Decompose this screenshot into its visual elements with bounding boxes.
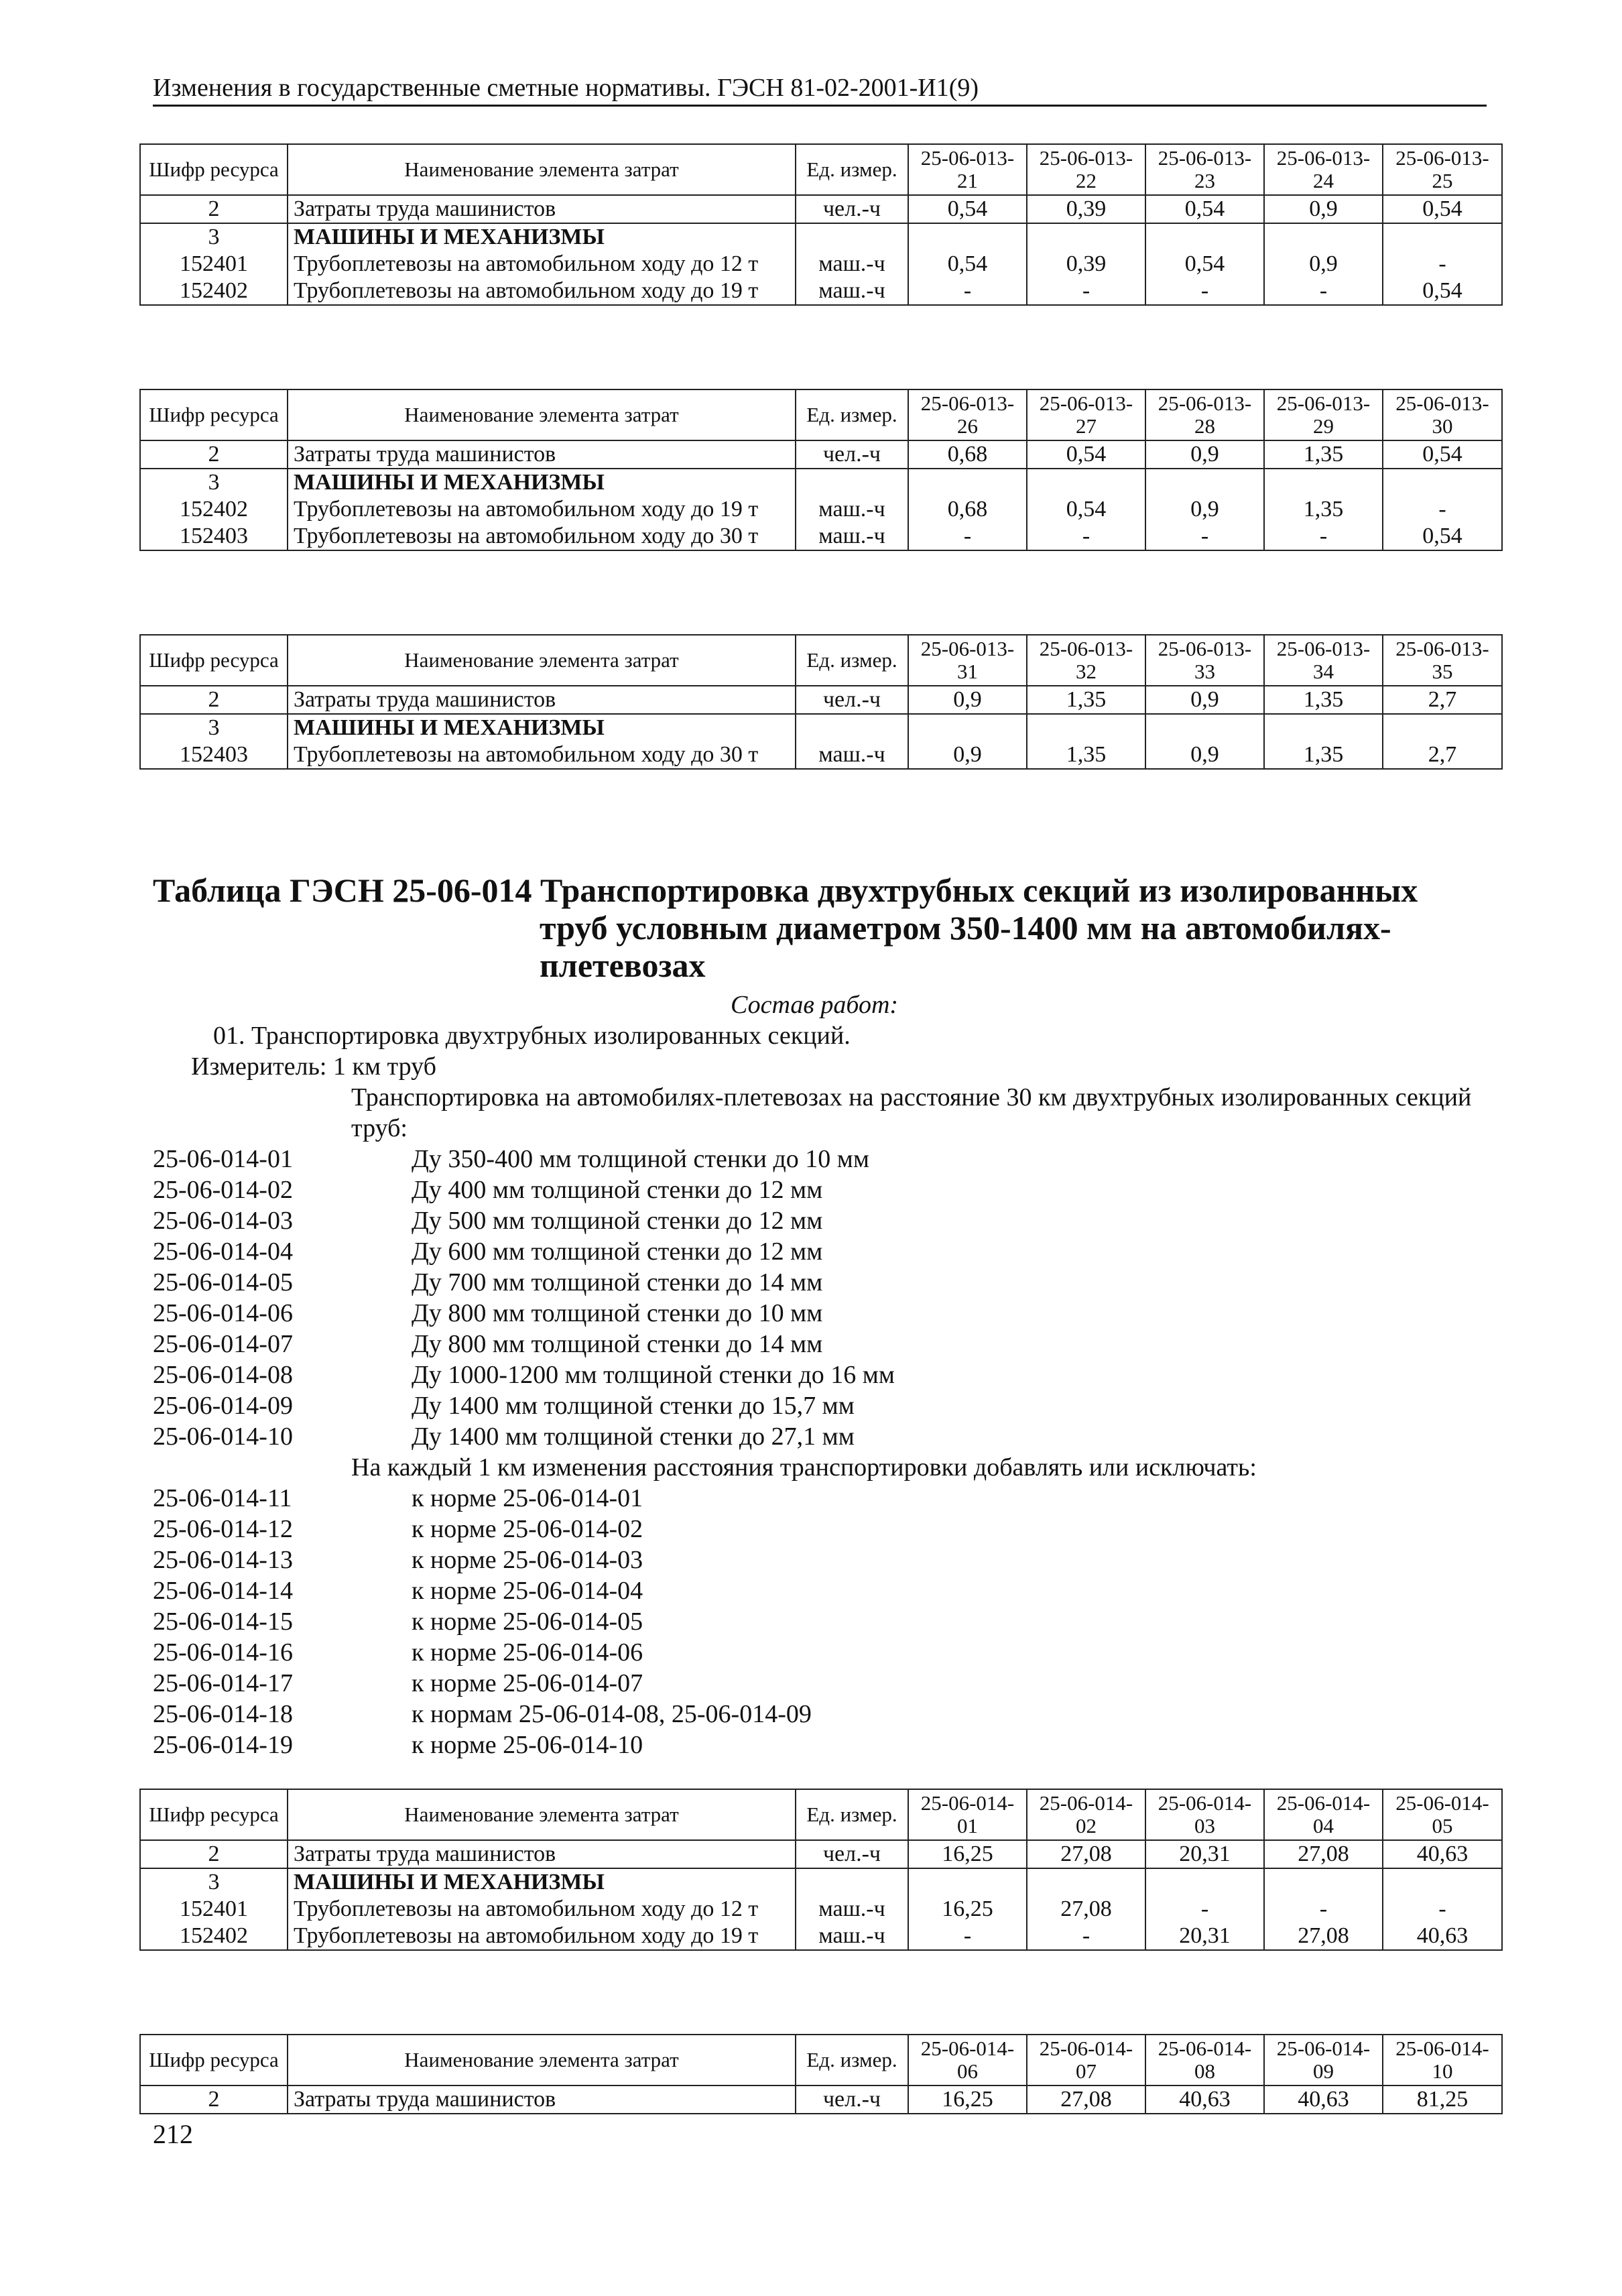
section-row	[140, 469, 1502, 496]
norm-description: Ду 400 мм толщиной стенки до 12 мм	[412, 1176, 823, 1204]
resource-value: 0,9	[908, 741, 1027, 769]
section-name: МАШИНЫ И МЕХАНИЗМЫ	[288, 1868, 796, 1896]
resource-value: 27,08	[1027, 2086, 1145, 2114]
norm-code: 25-06-014-15	[153, 1608, 293, 1636]
norm-code: 25-06-014-16	[153, 1638, 293, 1667]
section-row	[140, 714, 1502, 741]
table-title-line: плетевозах	[540, 947, 706, 984]
resource-value: 0,9	[1145, 686, 1264, 714]
column-header-norm: 25-06-014-02	[1027, 1789, 1145, 1840]
resource-unit: маш.-ч	[796, 741, 908, 769]
column-header-norm: 25-06-013-31	[908, 635, 1027, 686]
norm-description: к нормам 25-06-014-08, 25-06-014-09	[412, 1700, 812, 1728]
norm-description: к норме 25-06-014-03	[412, 1546, 643, 1574]
resource-value: 27,08	[1264, 1923, 1383, 1950]
column-header-norm: 25-06-014-07	[1027, 2035, 1145, 2086]
section-row	[140, 1868, 1502, 1896]
resource-table	[139, 1789, 1503, 1951]
resource-value: -	[1383, 496, 1502, 523]
resource-unit: чел.-ч	[796, 2086, 908, 2114]
column-header-name: Наименование элемента затрат	[288, 635, 796, 686]
column-header-norm: 25-06-014-05	[1383, 1789, 1502, 1840]
norm-code: 25-06-014-02	[153, 1176, 293, 1204]
resource-value: -	[1264, 523, 1383, 550]
resource-value: 2,7	[1383, 686, 1502, 714]
norm-description: к норме 25-06-014-06	[412, 1638, 643, 1667]
resource-value: -	[908, 523, 1027, 550]
resource-unit: маш.-ч	[796, 251, 908, 278]
norm-description: к норме 25-06-014-05	[412, 1608, 643, 1636]
resource-unit: чел.-ч	[796, 686, 908, 714]
column-header-norm: 25-06-014-09	[1264, 2035, 1383, 2086]
section-value	[908, 469, 1027, 496]
resource-value: 0,9	[1145, 741, 1264, 769]
resource-code: 152401	[140, 251, 288, 278]
section-code: 3	[140, 469, 288, 496]
section-name: МАШИНЫ И МЕХАНИЗМЫ	[288, 714, 796, 741]
resource-name: Трубоплетевозы на автомобильном ходу до 12 т	[288, 1896, 796, 1923]
norm-code: 25-06-014-08	[153, 1361, 293, 1389]
norm-description: к норме 25-06-014-04	[412, 1577, 643, 1605]
section-value	[1027, 469, 1145, 496]
column-header-norm: 25-06-014-03	[1145, 1789, 1264, 1840]
resource-value: 0,54	[1027, 440, 1145, 469]
resource-name: Трубоплетевозы на автомобильном ходу до 30 т	[288, 741, 796, 769]
table-title	[153, 871, 1493, 984]
resource-value: 1,35	[1264, 496, 1383, 523]
section-unit	[796, 1868, 908, 1896]
resource-code: 2	[140, 195, 288, 223]
section-value	[1145, 469, 1264, 496]
column-header-norm: 25-06-014-01	[908, 1789, 1027, 1840]
resource-code: 2	[140, 1840, 288, 1868]
norm-description: к норме 25-06-014-02	[412, 1515, 643, 1543]
resource-value: 27,08	[1264, 1840, 1383, 1868]
resource-unit: чел.-ч	[796, 195, 908, 223]
column-header-unit: Ед. измер.	[796, 144, 908, 195]
machine-row	[140, 1896, 1502, 1923]
resource-name: Затраты труда машинистов	[288, 195, 796, 223]
resource-table	[139, 2034, 1503, 2114]
norm-code: 25-06-014-09	[153, 1392, 293, 1420]
resource-value: 0,68	[908, 496, 1027, 523]
resource-value: -	[1383, 1896, 1502, 1923]
resource-value: -	[1027, 278, 1145, 305]
norm-code: 25-06-014-14	[153, 1577, 293, 1605]
resource-value: -	[1027, 1923, 1145, 1950]
resource-value: 1,35	[1264, 686, 1383, 714]
column-header-norm: 25-06-013-27	[1027, 389, 1145, 440]
norm-code: 25-06-014-03	[153, 1207, 293, 1235]
section-value	[1145, 1868, 1264, 1896]
labor-row	[140, 440, 1502, 469]
section-value	[1264, 223, 1383, 251]
column-header-norm: 25-06-013-22	[1027, 144, 1145, 195]
norm-description: Ду 1400 мм толщиной стенки до 27,1 мм	[412, 1423, 855, 1451]
column-header-code: Шифр ресурса	[140, 144, 288, 195]
section-value	[1027, 714, 1145, 741]
labor-row	[140, 1840, 1502, 1868]
resource-unit: маш.-ч	[796, 278, 908, 305]
column-header-code: Шифр ресурса	[140, 2035, 288, 2086]
resource-unit: маш.-ч	[796, 496, 908, 523]
resource-code: 2	[140, 440, 288, 469]
resource-value: 0,9	[1264, 251, 1383, 278]
table-title-line: труб условным диаметром 350-1400 мм на автомобилях-	[540, 909, 1391, 947]
resource-value: 0,54	[1145, 195, 1264, 223]
resource-value: 27,08	[1027, 1896, 1145, 1923]
column-header-name: Наименование элемента затрат	[288, 389, 796, 440]
resource-value: 0,9	[1145, 440, 1264, 469]
resource-name: Затраты труда машинистов	[288, 2086, 796, 2114]
column-header-norm: 25-06-013-32	[1027, 635, 1145, 686]
resource-code: 2	[140, 686, 288, 714]
column-header-norm: 25-06-013-24	[1264, 144, 1383, 195]
section-value	[1383, 469, 1502, 496]
norm-description: Ду 600 мм толщиной стенки до 12 мм	[412, 1237, 823, 1266]
column-header-unit: Ед. измер.	[796, 2035, 908, 2086]
resource-code: 2	[140, 2086, 288, 2114]
column-header-norm: 25-06-014-04	[1264, 1789, 1383, 1840]
column-header-code: Шифр ресурса	[140, 389, 288, 440]
column-header-name: Наименование элемента затрат	[288, 2035, 796, 2086]
section-code: 3	[140, 714, 288, 741]
column-header-norm: 25-06-013-30	[1383, 389, 1502, 440]
resource-value: -	[908, 278, 1027, 305]
section-value	[1264, 714, 1383, 741]
table-header-row	[140, 389, 1502, 440]
work-composition-item: 01. Транспортировка двухтрубных изолированных секций.	[213, 1022, 851, 1050]
norm-description: Ду 350-400 мм толщиной стенки до 10 мм	[412, 1145, 869, 1173]
resource-name: Трубоплетевозы на автомобильном ходу до 12 т	[288, 251, 796, 278]
section-name: МАШИНЫ И МЕХАНИЗМЫ	[288, 469, 796, 496]
resource-name: Трубоплетевозы на автомобильном ходу до 30 т	[288, 523, 796, 550]
resource-value: 0,54	[1383, 523, 1502, 550]
norm-code: 25-06-014-04	[153, 1237, 293, 1266]
norm-description: Ду 500 мм толщиной стенки до 12 мм	[412, 1207, 823, 1235]
resource-name: Затраты труда машинистов	[288, 440, 796, 469]
norm-description: Ду 700 мм толщиной стенки до 14 мм	[412, 1268, 823, 1296]
norm-code: 25-06-014-11	[153, 1484, 292, 1512]
machine-row	[140, 251, 1502, 278]
column-header-norm: 25-06-014-06	[908, 2035, 1027, 2086]
resource-value: -	[1027, 523, 1145, 550]
section-code: 3	[140, 223, 288, 251]
adjust-intro: На каждый 1 км изменения расстояния транспортировки добавлять или исключать:	[351, 1453, 1257, 1482]
column-header-norm: 25-06-013-29	[1264, 389, 1383, 440]
norm-description: к норме 25-06-014-07	[412, 1669, 643, 1697]
column-header-norm: 25-06-013-21	[908, 144, 1027, 195]
norm-description: к норме 25-06-014-10	[412, 1731, 643, 1759]
section-value	[1027, 1868, 1145, 1896]
meter: Измеритель: 1 км труб	[191, 1052, 436, 1081]
work-composition-heading: Состав работ:	[731, 991, 899, 1019]
machine-row	[140, 278, 1502, 305]
norm-code: 25-06-014-10	[153, 1423, 293, 1451]
resource-code: 152402	[140, 496, 288, 523]
resource-value: 0,54	[1027, 496, 1145, 523]
section-value	[908, 223, 1027, 251]
machine-row	[140, 496, 1502, 523]
column-header-unit: Ед. измер.	[796, 635, 908, 686]
resource-unit: чел.-ч	[796, 440, 908, 469]
norm-code: 25-06-014-06	[153, 1299, 293, 1327]
resource-unit: чел.-ч	[796, 1840, 908, 1868]
column-header-code: Шифр ресурса	[140, 635, 288, 686]
resource-value: 0,54	[1383, 195, 1502, 223]
resource-value: 0,9	[1264, 195, 1383, 223]
norm-code: 25-06-014-05	[153, 1268, 293, 1296]
resource-value: 20,31	[1145, 1923, 1264, 1950]
column-header-norm: 25-06-013-25	[1383, 144, 1502, 195]
section-value	[1145, 223, 1264, 251]
section-value	[1145, 714, 1264, 741]
resource-name: Трубоплетевозы на автомобильном ходу до 19 т	[288, 496, 796, 523]
table-title-line: Таблица ГЭСН 25-06-014 Транспортировка двухтрубных секций из изолированных	[153, 871, 1418, 909]
resource-code: 152402	[140, 278, 288, 305]
column-header-norm: 25-06-013-33	[1145, 635, 1264, 686]
norm-code: 25-06-014-18	[153, 1700, 293, 1728]
resource-code: 152403	[140, 741, 288, 769]
resource-value: -	[1383, 251, 1502, 278]
section-unit	[796, 714, 908, 741]
resource-value: 40,63	[1145, 2086, 1264, 2114]
resource-unit: маш.-ч	[796, 1896, 908, 1923]
column-header-name: Наименование элемента затрат	[288, 1789, 796, 1840]
section-value	[908, 1868, 1027, 1896]
norm-description: к норме 25-06-014-01	[412, 1484, 643, 1512]
machine-row	[140, 523, 1502, 550]
resource-table	[139, 389, 1503, 551]
column-header-norm: 25-06-014-08	[1145, 2035, 1264, 2086]
resource-value: 16,25	[908, 1840, 1027, 1868]
resource-unit: маш.-ч	[796, 523, 908, 550]
page-number: 212	[153, 2119, 193, 2149]
resource-value: -	[908, 1923, 1027, 1950]
resource-value: 16,25	[908, 1896, 1027, 1923]
column-header-code: Шифр ресурса	[140, 1789, 288, 1840]
section-value	[908, 714, 1027, 741]
resource-name: Затраты труда машинистов	[288, 686, 796, 714]
section-row	[140, 223, 1502, 251]
column-header-norm: 25-06-013-26	[908, 389, 1027, 440]
resource-value: -	[1264, 278, 1383, 305]
norm-description: Ду 800 мм толщиной стенки до 14 мм	[412, 1330, 823, 1358]
norm-code: 25-06-014-12	[153, 1515, 293, 1543]
column-header-norm: 25-06-014-10	[1383, 2035, 1502, 2086]
resource-value: 0,54	[1145, 251, 1264, 278]
column-header-name: Наименование элемента затрат	[288, 144, 796, 195]
resource-code: 152401	[140, 1896, 288, 1923]
norm-description: Ду 1400 мм толщиной стенки до 15,7 мм	[412, 1392, 855, 1420]
resource-value: 1,35	[1027, 741, 1145, 769]
table-header-row	[140, 2035, 1502, 2086]
section-value	[1383, 714, 1502, 741]
resource-unit: маш.-ч	[796, 1923, 908, 1950]
resource-table	[139, 143, 1503, 306]
section-unit	[796, 469, 908, 496]
column-header-norm: 25-06-013-23	[1145, 144, 1264, 195]
resource-name: Трубоплетевозы на автомобильном ходу до 19 т	[288, 1923, 796, 1950]
norm-description: Ду 1000-1200 мм толщиной стенки до 16 мм	[412, 1361, 895, 1389]
section-value	[1383, 1868, 1502, 1896]
resource-value: -	[1145, 523, 1264, 550]
labor-row	[140, 195, 1502, 223]
resource-value: 27,08	[1027, 1840, 1145, 1868]
section-value	[1264, 1868, 1383, 1896]
resource-value: 2,7	[1383, 741, 1502, 769]
norm-code: 25-06-014-17	[153, 1669, 293, 1697]
resource-value: 40,63	[1264, 2086, 1383, 2114]
resource-value: 0,54	[1383, 440, 1502, 469]
section-unit	[796, 223, 908, 251]
section-value	[1383, 223, 1502, 251]
section-code: 3	[140, 1868, 288, 1896]
resource-value: 0,9	[1145, 496, 1264, 523]
machine-row	[140, 1923, 1502, 1950]
norm-code: 25-06-014-13	[153, 1546, 293, 1574]
resource-value: 0,54	[908, 251, 1027, 278]
page-header: Изменения в государственные сметные нормативы. ГЭСН 81-02-2001-И1(9)	[153, 72, 1487, 107]
machine-row	[140, 741, 1502, 769]
resource-value: 0,54	[1383, 278, 1502, 305]
labor-row	[140, 686, 1502, 714]
resource-value: 16,25	[908, 2086, 1027, 2114]
norm-code: 25-06-014-07	[153, 1330, 293, 1358]
resource-value: -	[1145, 278, 1264, 305]
section-name: МАШИНЫ И МЕХАНИЗМЫ	[288, 223, 796, 251]
resource-table	[139, 634, 1503, 770]
resource-value: 0,68	[908, 440, 1027, 469]
norm-code: 25-06-014-19	[153, 1731, 293, 1759]
resource-code: 152402	[140, 1923, 288, 1950]
table-header-row	[140, 144, 1502, 195]
norms-intro: Транспортировка на автомобилях-плетевозах на расстояние 30 км двухтрубных изолированных секций труб:	[351, 1083, 1472, 1142]
resource-value: 40,63	[1383, 1840, 1502, 1868]
table-header-row	[140, 635, 1502, 686]
resource-value: -	[1264, 1896, 1383, 1923]
resource-value: 0,39	[1027, 251, 1145, 278]
resource-value: 1,35	[1264, 440, 1383, 469]
resource-value: 0,39	[1027, 195, 1145, 223]
column-header-unit: Ед. измер.	[796, 389, 908, 440]
resource-value: 0,54	[908, 195, 1027, 223]
table-header-row	[140, 1789, 1502, 1840]
resource-value: 20,31	[1145, 1840, 1264, 1868]
resource-value: 81,25	[1383, 2086, 1502, 2114]
column-header-unit: Ед. измер.	[796, 1789, 908, 1840]
resource-name: Затраты труда машинистов	[288, 1840, 796, 1868]
resource-name: Трубоплетевозы на автомобильном ходу до 19 т	[288, 278, 796, 305]
resource-value: 40,63	[1383, 1923, 1502, 1950]
resource-value: 1,35	[1027, 686, 1145, 714]
section-value	[1027, 223, 1145, 251]
labor-row	[140, 2086, 1502, 2114]
resource-code: 152403	[140, 523, 288, 550]
norm-code: 25-06-014-01	[153, 1145, 293, 1173]
column-header-norm: 25-06-013-34	[1264, 635, 1383, 686]
resource-value: -	[1145, 1896, 1264, 1923]
resource-value: 0,9	[908, 686, 1027, 714]
column-header-norm: 25-06-013-28	[1145, 389, 1264, 440]
column-header-norm: 25-06-013-35	[1383, 635, 1502, 686]
section-value	[1264, 469, 1383, 496]
norm-description: Ду 800 мм толщиной стенки до 10 мм	[412, 1299, 823, 1327]
resource-value: 1,35	[1264, 741, 1383, 769]
